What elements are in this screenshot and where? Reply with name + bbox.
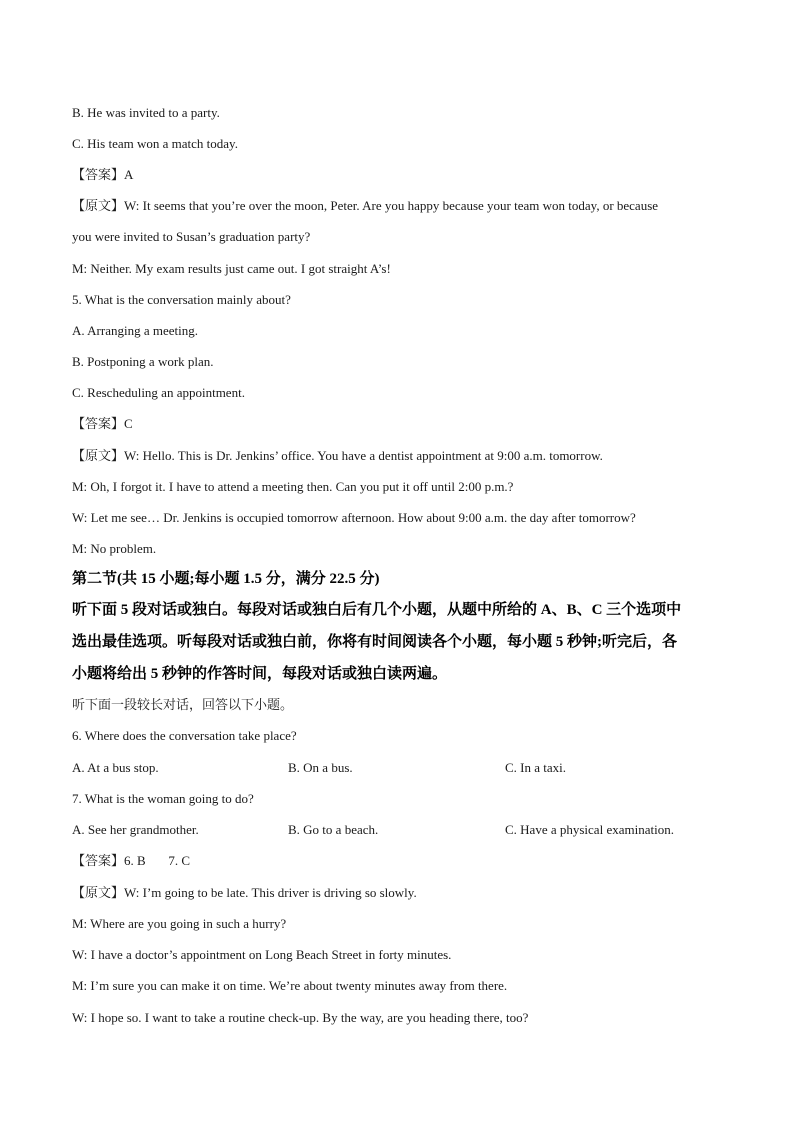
transcript-line: 【原文】W: I’m going to be late. This driver is driving so slowly. (72, 885, 417, 900)
answer-line: 【答案】A (72, 167, 134, 182)
option-c-line: C. Rescheduling an appointment. (72, 385, 245, 400)
instruction-line: 小题将给出 5 秒钟的作答时间，每段对话或独白读两遍。 (72, 666, 448, 682)
q6-option-c: C. In a taxi. (505, 760, 567, 775)
transcript-line: M: I’m sure you can make it on time. We’re about twenty minutes away from there. (72, 978, 508, 993)
section-heading: 第二节(共 15 小题;每小题 1.5 分，满分 22.5 分) (72, 571, 380, 587)
option-b-line: B. Postponing a work plan. (72, 354, 214, 369)
question-line: 6. Where does the conversation take place? (72, 728, 297, 743)
transcript-line: 【原文】W: It seems that you’re over the moon, Peter. Are you happy because your team won today, or because (72, 198, 659, 213)
q7-option-b: B. Go to a beach. (288, 822, 379, 837)
q6-option-a: A. At a bus stop. (72, 760, 159, 775)
q7-option-c: C. Have a physical examination. (505, 822, 674, 837)
instruction-line: 选出最佳选项。听每段对话或独白前，你将有时间阅读各个小题，每小题 5 秒钟;听完后，各 (72, 634, 677, 650)
transcript-line: you were invited to Susan’s graduation party? (72, 229, 311, 244)
transcript-line: W: Let me see… Dr. Jenkins is occupied tomorrow afternoon. How about 9:00 a.m. the day after tomorrow? (72, 510, 636, 525)
option-b-line: B. He was invited to a party. (72, 105, 220, 120)
q6-option-b: B. On a bus. (288, 760, 353, 775)
instruction-note: 听下面一段较长对话，回答以下小题。 (72, 697, 294, 712)
transcript-line: M: Where are you going in such a hurry? (72, 916, 287, 931)
transcript-line: M: Oh, I forgot it. I have to attend a meeting then. Can you put it off until 2:00 p.m.? (72, 479, 514, 494)
instruction-line: 听下面 5 段对话或独白。每段对话或独白后有几个小题，从题中所给的 A、B、C 三个选项中 (72, 602, 682, 618)
transcript-line: M: Neither. My exam results just came out. I got straight A’s! (72, 261, 391, 276)
transcript-line: W: I hope so. I want to take a routine check-up. By the way, are you heading there, too? (72, 1010, 529, 1025)
question-line: 7. What is the woman going to do? (72, 791, 254, 806)
q7-option-a: A. See her grandmother. (72, 822, 199, 837)
transcript-line: W: I have a doctor’s appointment on Long Beach Street in forty minutes. (72, 947, 452, 962)
answer-line: 【答案】C (72, 416, 133, 431)
question-line: 5. What is the conversation mainly about? (72, 292, 291, 307)
transcript-line: 【原文】W: Hello. This is Dr. Jenkins’ office. You have a dentist appointment at 9:00 a.m. tomorrow. (72, 448, 603, 463)
answer-line: 【答案】6. B 7. C (72, 853, 191, 868)
option-a-line: A. Arranging a meeting. (72, 323, 198, 338)
transcript-line: M: No problem. (72, 541, 157, 556)
option-c-line: C. His team won a match today. (72, 136, 238, 151)
